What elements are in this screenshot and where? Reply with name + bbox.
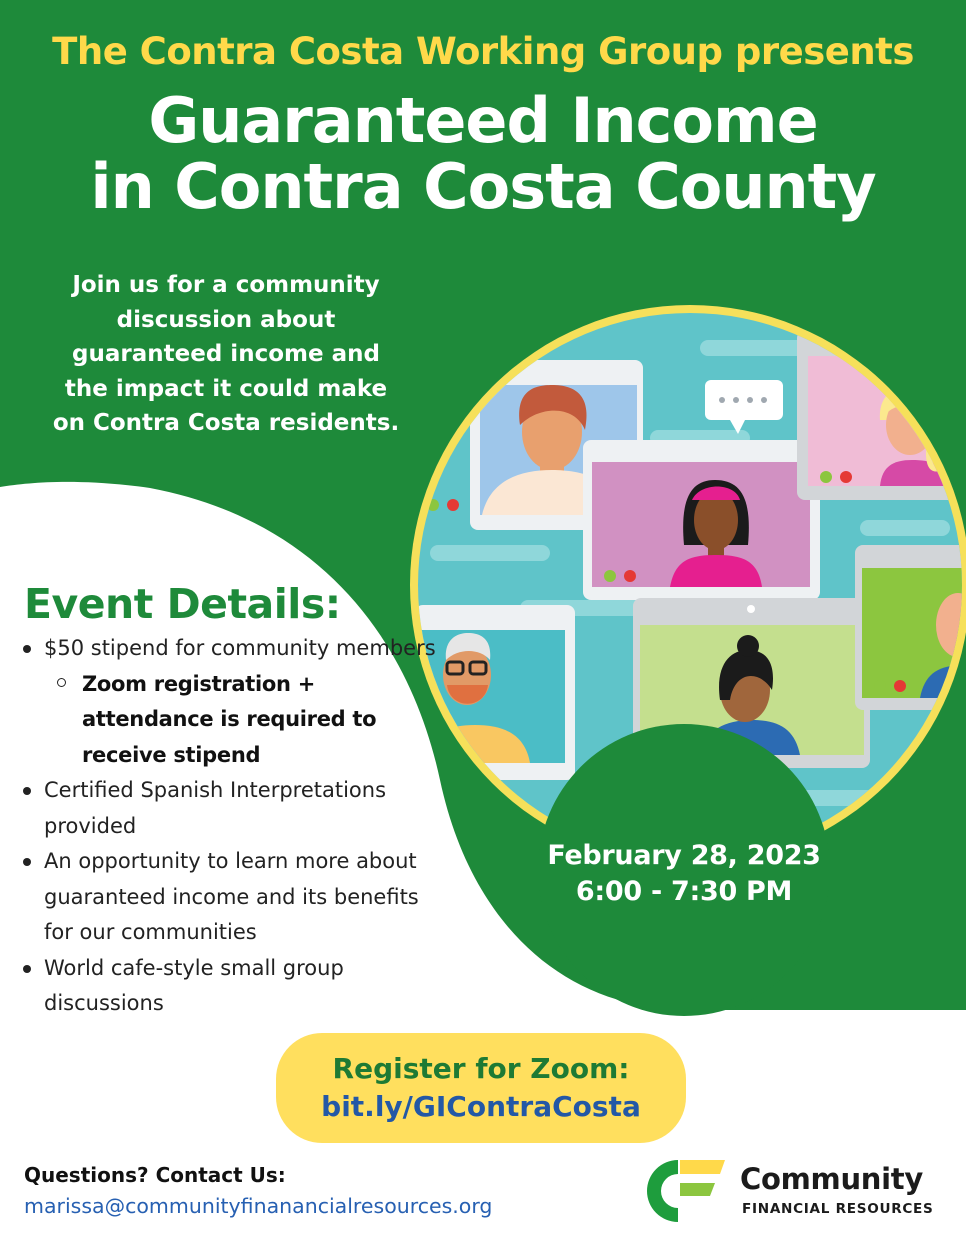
event-details-list	[44, 631, 449, 1022]
detail-item: Certified Spanish Interpretations provided	[44, 773, 449, 844]
title-line-2: in Contra Costa County	[90, 150, 876, 223]
event-details-heading: Event Details:	[24, 580, 341, 628]
logo-name: Community	[740, 1162, 923, 1196]
register-link[interactable]: bit.ly/GIContraCosta	[321, 1090, 641, 1123]
title-line-1: Guaranteed Income	[148, 84, 818, 157]
event-time: 6:00 - 7:30 PM	[575, 876, 793, 907]
intro-line: discussion about	[116, 306, 336, 333]
contact-email-link[interactable]: marissa@communityfinanancialresources.org	[24, 1194, 493, 1218]
detail-item: World cafe-style small group discussions	[44, 951, 449, 1022]
contact-label: Questions? Contact Us:	[24, 1163, 286, 1187]
detail-subitem: Zoom registration + attendance is required to receive stipend	[44, 667, 449, 774]
intro-line: Join us for a community	[72, 272, 380, 298]
intro-line: on Contra Costa residents.	[52, 410, 400, 436]
community-financial-logo-icon	[645, 1158, 727, 1224]
intro-text	[30, 268, 422, 441]
register-banner	[276, 1033, 686, 1143]
logo-subtitle: FINANCIAL RESOURCES	[742, 1201, 934, 1217]
event-datetime	[540, 838, 828, 910]
presenter-heading: The Contra Costa Working Group presents	[52, 30, 914, 73]
intro-line: guaranteed income and	[72, 341, 380, 367]
page-title	[0, 84, 966, 223]
intro-line: the impact it could make	[64, 375, 388, 402]
detail-item: $50 stipend for community members	[44, 631, 449, 667]
register-label: Register for Zoom:	[332, 1052, 630, 1085]
event-date: February 28, 2023	[547, 840, 821, 871]
detail-item: An opportunity to learn more about guaranteed income and its benefits for our communities	[44, 844, 449, 951]
